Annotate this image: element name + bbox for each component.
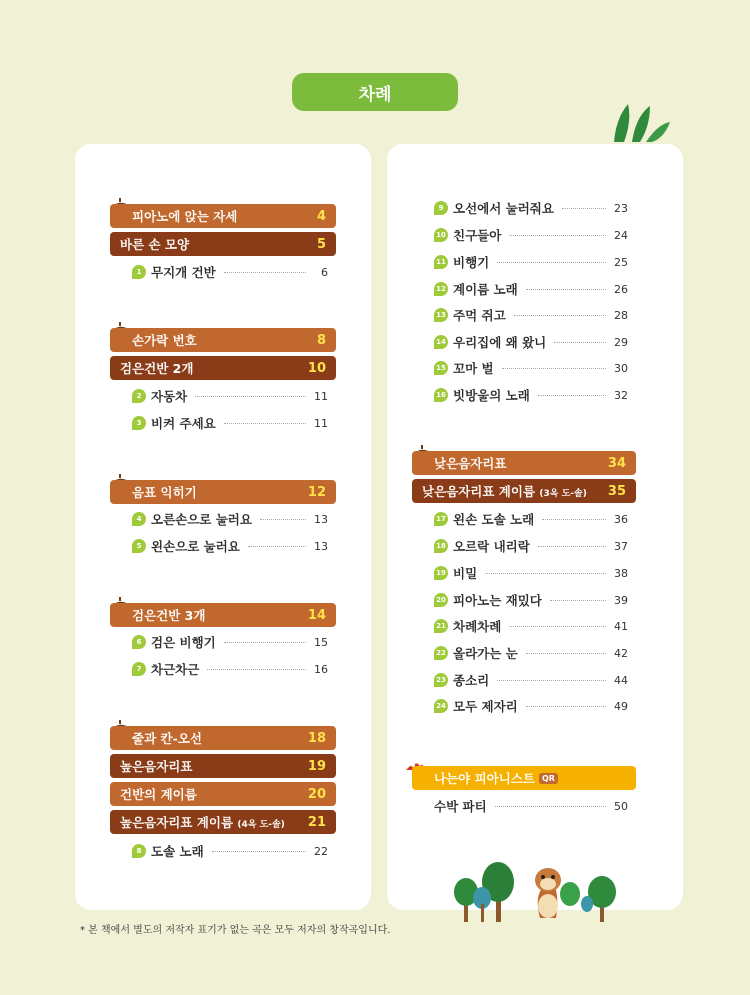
qr-badge: QR: [539, 773, 558, 784]
toc-page-number: 5: [316, 236, 326, 252]
leaf-number-icon: 8: [132, 844, 146, 858]
toc-item-title: 친구들아: [453, 228, 502, 243]
toc-section-title: 검은건반 2개: [120, 361, 194, 376]
toc-item-title: 오르락 내리락: [453, 539, 530, 554]
toc-page-number: 28: [614, 308, 628, 322]
toc-page-number: 11: [314, 416, 328, 430]
toc-section-bar[interactable]: [110, 603, 336, 627]
footnote: * 본 책에서 별도의 저작자 표기가 없는 곡은 모두 저자의 창작곡입니다.: [80, 925, 391, 936]
toc-item[interactable]: [132, 387, 328, 405]
toc-section-title: 바른 손 모양: [120, 237, 190, 252]
toc-page-number: 18: [307, 730, 326, 746]
toc-item[interactable]: [132, 633, 328, 651]
forest-squirrel-illustration: [452, 858, 630, 924]
toc-item[interactable]: [434, 359, 628, 377]
toc-page-number: 16: [314, 662, 328, 676]
toc-section-bar[interactable]: [110, 232, 336, 256]
toc-page-number: 4: [316, 208, 326, 224]
toc-page-number: 13: [314, 539, 328, 553]
toc-item[interactable]: [434, 199, 628, 217]
toc-page-number: 21: [307, 814, 326, 830]
leaf-number-icon: 15: [434, 361, 448, 375]
leaf-number-icon: 2: [132, 389, 146, 403]
toc-item[interactable]: [132, 510, 328, 528]
toc-section-bar[interactable]: [412, 479, 636, 503]
toc-item-title: 피아노는 재밌다: [453, 593, 542, 608]
toc-item-title: 우리집에 왜 왔니: [453, 335, 547, 350]
leaf-number-icon: 17: [434, 512, 448, 526]
leaf-number-icon: 13: [434, 308, 448, 322]
toc-item-title: 비행기: [453, 255, 490, 270]
toc-page-number: 42: [614, 646, 628, 660]
toc-page-number: 19: [307, 758, 326, 774]
toc-page-number: 20: [307, 786, 326, 802]
toc-page-number: 15: [314, 635, 328, 649]
toc-page-number: 26: [614, 282, 628, 296]
toc-item-title: 왼손 도솔 노래: [453, 512, 535, 527]
toc-page-number: 30: [614, 361, 628, 375]
toc-item-title: 무지개 건반: [151, 265, 216, 280]
toc-section-bar[interactable]: [110, 204, 336, 228]
toc-section-note: (4옥 도-솔): [237, 820, 285, 830]
leaf-number-icon: 16: [434, 388, 448, 402]
toc-item-title: 올라가는 눈: [453, 646, 518, 661]
toc-section-note: (3옥 도-솔): [539, 489, 587, 499]
leaf-number-icon: 5: [132, 539, 146, 553]
toc-item-title: 빗방울의 노래: [453, 388, 530, 403]
leaf-number-icon: 6: [132, 635, 146, 649]
toc-page-number: 50: [614, 799, 628, 813]
toc-item-title: 비켜 주세요: [151, 416, 216, 431]
toc-page-number: 36: [614, 512, 628, 526]
toc-section-title: 낮은음자리표: [434, 456, 507, 471]
toc-section-title: 높은음자리표: [120, 759, 193, 774]
toc-item-title: 도솔 노래: [151, 844, 204, 859]
toc-section-bar[interactable]: [110, 810, 336, 834]
toc-page-number: 10: [307, 360, 326, 376]
leaf-decoration-icon: [606, 98, 672, 144]
toc-item-title: 차례차례: [453, 619, 502, 634]
leaf-number-icon: 22: [434, 646, 448, 660]
toc-section-title: 높은음자리표 계이름: [120, 815, 234, 830]
toc-item[interactable]: [434, 510, 628, 528]
toc-section-title: 줄과 칸-오선: [132, 731, 202, 746]
toc-item-title: 비밀: [453, 566, 478, 581]
toc-item[interactable]: [434, 564, 628, 582]
leaf-number-icon: 11: [434, 255, 448, 269]
toc-item[interactable]: [132, 537, 328, 555]
toc-section-title: 손가락 번호: [132, 333, 197, 348]
toc-page-number: 38: [614, 566, 628, 580]
leaf-number-icon: 24: [434, 699, 448, 713]
toc-item-title: 차근차근: [151, 662, 200, 677]
toc-item[interactable]: [434, 306, 628, 324]
toc-section-bar[interactable]: [412, 451, 636, 475]
toc-page-number: 14: [307, 607, 326, 623]
toc-page-number: 32: [614, 388, 628, 402]
toc-section-bar[interactable]: [110, 480, 336, 504]
toc-item[interactable]: [434, 253, 628, 271]
toc-section-title: 나는야 피아니스트: [434, 771, 535, 786]
toc-item[interactable]: [434, 280, 628, 298]
toc-section-bar[interactable]: [110, 356, 336, 380]
toc-page-number: 23: [614, 201, 628, 215]
toc-item[interactable]: [434, 671, 628, 689]
toc-page-number: 37: [614, 539, 628, 553]
toc-item-title: 오선에서 눌러줘요: [453, 201, 554, 216]
toc-section-bar[interactable]: [110, 782, 336, 806]
toc-page-number: 13: [314, 512, 328, 526]
toc-item-title: 종소리: [453, 673, 490, 688]
toc-page-number: 41: [614, 619, 628, 633]
toc-item[interactable]: [434, 591, 628, 609]
toc-section-title: 검은건반 3개: [132, 608, 206, 623]
bonus-section-bar[interactable]: [412, 766, 636, 790]
page-title: 차례: [292, 73, 458, 111]
toc-item[interactable]: [434, 386, 628, 404]
leaf-number-icon: 21: [434, 619, 448, 633]
toc-item[interactable]: [132, 842, 328, 860]
toc-page-number: 49: [614, 699, 628, 713]
toc-section-title: 낮은음자리표 계이름: [422, 484, 536, 499]
toc-page-number: 11: [314, 389, 328, 403]
toc-section-bar[interactable]: [110, 328, 336, 352]
leaf-number-icon: 18: [434, 539, 448, 553]
toc-item[interactable]: [132, 263, 328, 281]
toc-item-title: 수박 파티: [434, 799, 487, 814]
toc-item[interactable]: [132, 414, 328, 432]
leaf-number-icon: 4: [132, 512, 146, 526]
toc-item-title: 주먹 쥐고: [453, 308, 506, 323]
toc-item-title: 계이름 노래: [453, 282, 518, 297]
toc-page-number: 24: [614, 228, 628, 242]
toc-page-number: 6: [321, 265, 328, 279]
toc-page-number: 44: [614, 673, 628, 687]
toc-section-title: 음표 익히기: [132, 485, 197, 500]
toc-item-title: 오른손으로 눌러요: [151, 512, 252, 527]
toc-page-number: 35: [607, 483, 626, 499]
toc-page-number: 12: [307, 484, 326, 500]
toc-section-title: 건반의 계이름: [120, 787, 197, 802]
leaf-number-icon: 1: [132, 265, 146, 279]
leaf-number-icon: 19: [434, 566, 448, 580]
toc-item-title: 모두 제자리: [453, 699, 518, 714]
toc-page-number: 34: [607, 455, 626, 471]
toc-item-title: 왼손으로 눌러요: [151, 539, 240, 554]
toc-section-bar[interactable]: [110, 726, 336, 750]
toc-item[interactable]: [434, 226, 628, 244]
leaf-number-icon: 9: [434, 201, 448, 215]
toc-item[interactable]: [434, 537, 628, 555]
leaf-number-icon: 23: [434, 673, 448, 687]
leaf-number-icon: 7: [132, 662, 146, 676]
toc-item[interactable]: [132, 660, 328, 678]
toc-item[interactable]: [434, 333, 628, 351]
toc-section-bar[interactable]: [110, 754, 336, 778]
leaf-number-icon: 20: [434, 593, 448, 607]
toc-page-number: 25: [614, 255, 628, 269]
toc-page-number: 39: [614, 593, 628, 607]
toc-page-number: 22: [314, 844, 328, 858]
leaf-number-icon: 10: [434, 228, 448, 242]
toc-item-title: 검은 비행기: [151, 635, 216, 650]
toc-item-title: 자동차: [151, 389, 188, 404]
toc-item[interactable]: [434, 644, 628, 662]
toc-item[interactable]: [434, 697, 628, 715]
toc-page-number: 29: [614, 335, 628, 349]
toc-section-title: 피아노에 앉는 자세: [132, 209, 238, 224]
leaf-number-icon: 12: [434, 282, 448, 296]
leaf-number-icon: 3: [132, 416, 146, 430]
toc-item[interactable]: [434, 617, 628, 635]
toc-item[interactable]: [434, 797, 628, 815]
toc-item-title: 꼬마 벌: [453, 361, 494, 376]
toc-page-number: 8: [316, 332, 326, 348]
leaf-number-icon: 14: [434, 335, 448, 349]
